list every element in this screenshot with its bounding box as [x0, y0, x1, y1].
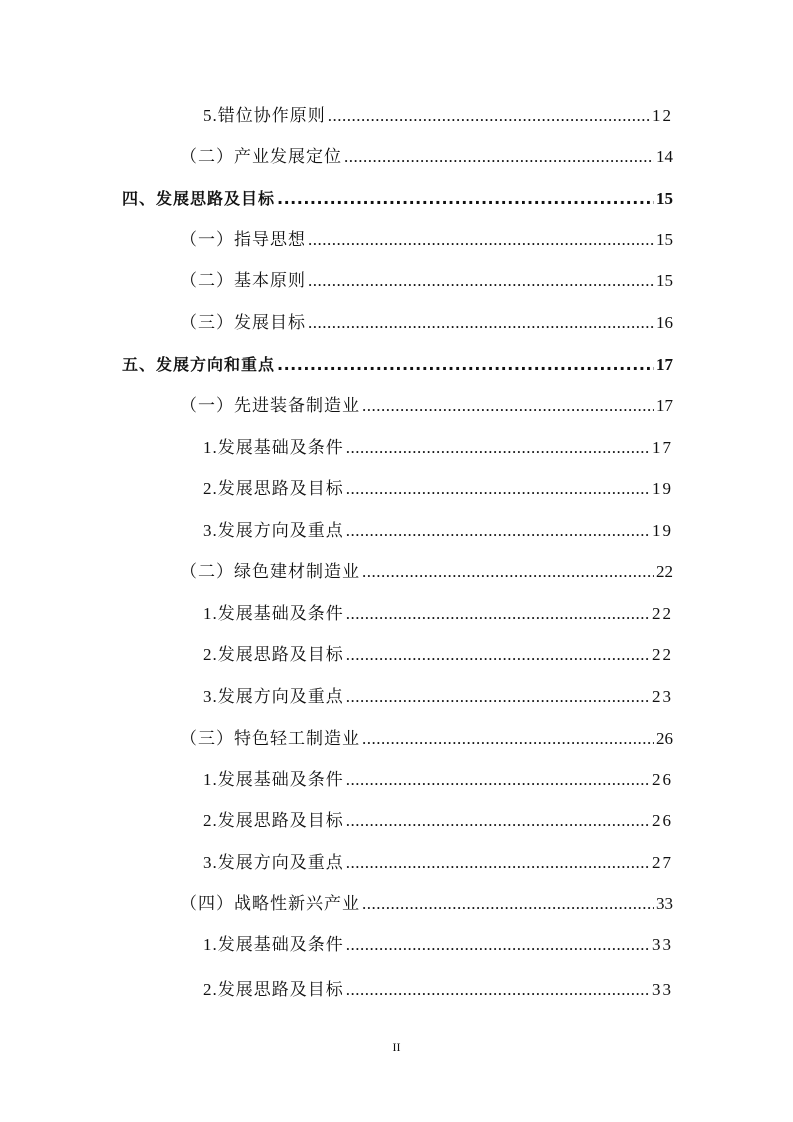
toc-entry-page: 19 — [652, 521, 673, 540]
toc-entry[interactable] — [180, 391, 673, 421]
toc-leader-dots — [346, 682, 650, 712]
toc-entry[interactable] — [180, 557, 673, 587]
toc-leader-dots — [362, 391, 654, 421]
toc-entry-page: 17 — [656, 355, 673, 374]
toc-leader-dots — [308, 266, 654, 296]
toc-leader-dots — [346, 640, 650, 670]
toc-entry-label: （三）特色轻工制造业 — [180, 729, 360, 748]
toc-entry-page: 15 — [656, 230, 673, 249]
toc-entry-page: 26 — [656, 729, 673, 748]
toc-entry[interactable] — [203, 101, 673, 131]
toc-leader-dots — [328, 101, 650, 131]
toc-entry[interactable] — [203, 848, 673, 878]
toc-leader-dots — [346, 806, 650, 836]
toc-entry-label: 1.发展基础及条件 — [203, 935, 344, 954]
toc-entry-label: 四、发展思路及目标 — [122, 189, 276, 208]
toc-entry[interactable] — [203, 975, 673, 1005]
toc-leader-dots — [308, 225, 654, 255]
toc-entry[interactable] — [180, 308, 673, 338]
toc-entry-page: 12 — [652, 106, 673, 125]
toc-entry-page: 19 — [652, 479, 673, 498]
page-number-footer: II — [392, 1040, 401, 1054]
toc-leader-dots — [346, 930, 650, 960]
toc-entry-label: 3.发展方向及重点 — [203, 687, 344, 706]
toc-entry-label: 2.发展思路及目标 — [203, 645, 344, 664]
toc-entry-label: 3.发展方向及重点 — [203, 853, 344, 872]
toc-leader-dots — [308, 308, 654, 338]
toc-entry-label: （二）基本原则 — [180, 271, 306, 290]
toc-leader-dots — [362, 724, 654, 754]
toc-entry-page: 22 — [652, 604, 673, 623]
toc-entry-page: 33 — [656, 894, 673, 913]
toc-entry[interactable] — [203, 599, 673, 629]
toc-entry-page: 22 — [652, 645, 673, 664]
toc-entry[interactable] — [203, 682, 673, 712]
toc-entry-label: （二）产业发展定位 — [180, 147, 342, 166]
toc-entry-page: 17 — [652, 438, 673, 457]
toc-entry-page: 14 — [656, 147, 673, 166]
toc-leader-dots — [346, 975, 650, 1005]
toc-entry-label: 5.错位协作原则 — [203, 106, 326, 125]
toc-entry-page: 22 — [656, 562, 673, 581]
toc-entry[interactable] — [203, 433, 673, 463]
toc-entry-label: （一）先进装备制造业 — [180, 396, 360, 415]
toc-entry-label: （四）战略性新兴产业 — [180, 894, 360, 913]
toc-leader-dots — [344, 142, 654, 172]
toc-entry-label: 2.发展思路及目标 — [203, 980, 344, 999]
toc-entry[interactable] — [180, 889, 673, 919]
toc-entry[interactable] — [203, 474, 673, 504]
toc-entry-label: 五、发展方向和重点 — [122, 355, 276, 374]
toc-leader-dots — [346, 516, 650, 546]
toc-entry-page: 15 — [656, 189, 673, 208]
toc-entry-page: 27 — [652, 853, 673, 872]
toc-leader-dots — [346, 433, 650, 463]
toc-entry-page: 23 — [652, 687, 673, 706]
toc-entry[interactable] — [203, 806, 673, 836]
toc-leader-dots — [346, 848, 650, 878]
toc-leader-dots — [277, 184, 654, 214]
toc-entry-label: 1.发展基础及条件 — [203, 604, 344, 623]
toc-entry-page: 16 — [656, 313, 673, 332]
toc-entry[interactable] — [203, 640, 673, 670]
toc-entry-label: （二）绿色建材制造业 — [180, 562, 360, 581]
toc-entry[interactable] — [203, 930, 673, 960]
toc-entry-label: 2.发展思路及目标 — [203, 811, 344, 830]
toc-leader-dots — [362, 557, 654, 587]
toc-entry-page: 15 — [656, 271, 673, 290]
toc-leader-dots — [346, 599, 650, 629]
toc-entry-page: 33 — [652, 935, 673, 954]
toc-entry-label: 3.发展方向及重点 — [203, 521, 344, 540]
toc-leader-dots — [277, 350, 654, 380]
toc-entry-label: （一）指导思想 — [180, 230, 306, 249]
toc-entry[interactable] — [180, 142, 673, 172]
toc-entry-label: 1.发展基础及条件 — [203, 770, 344, 789]
toc-entry[interactable] — [180, 225, 673, 255]
toc-entry-page: 17 — [656, 396, 673, 415]
toc-entry-page: 26 — [652, 770, 673, 789]
toc-entry[interactable] — [203, 516, 673, 546]
toc-entry-label: 2.发展思路及目标 — [203, 479, 344, 498]
toc-entry-page: 33 — [652, 980, 673, 999]
toc-entry[interactable] — [122, 350, 673, 380]
toc-entry-label: 1.发展基础及条件 — [203, 438, 344, 457]
toc-leader-dots — [362, 889, 654, 919]
toc-entry[interactable] — [203, 765, 673, 795]
toc-entry[interactable] — [180, 266, 673, 296]
toc-entry[interactable] — [122, 184, 673, 214]
toc-entry-label: （三）发展目标 — [180, 313, 306, 332]
toc-entry[interactable] — [180, 724, 673, 754]
toc-entry-page: 26 — [652, 811, 673, 830]
toc-leader-dots — [346, 474, 650, 504]
toc-leader-dots — [346, 765, 650, 795]
